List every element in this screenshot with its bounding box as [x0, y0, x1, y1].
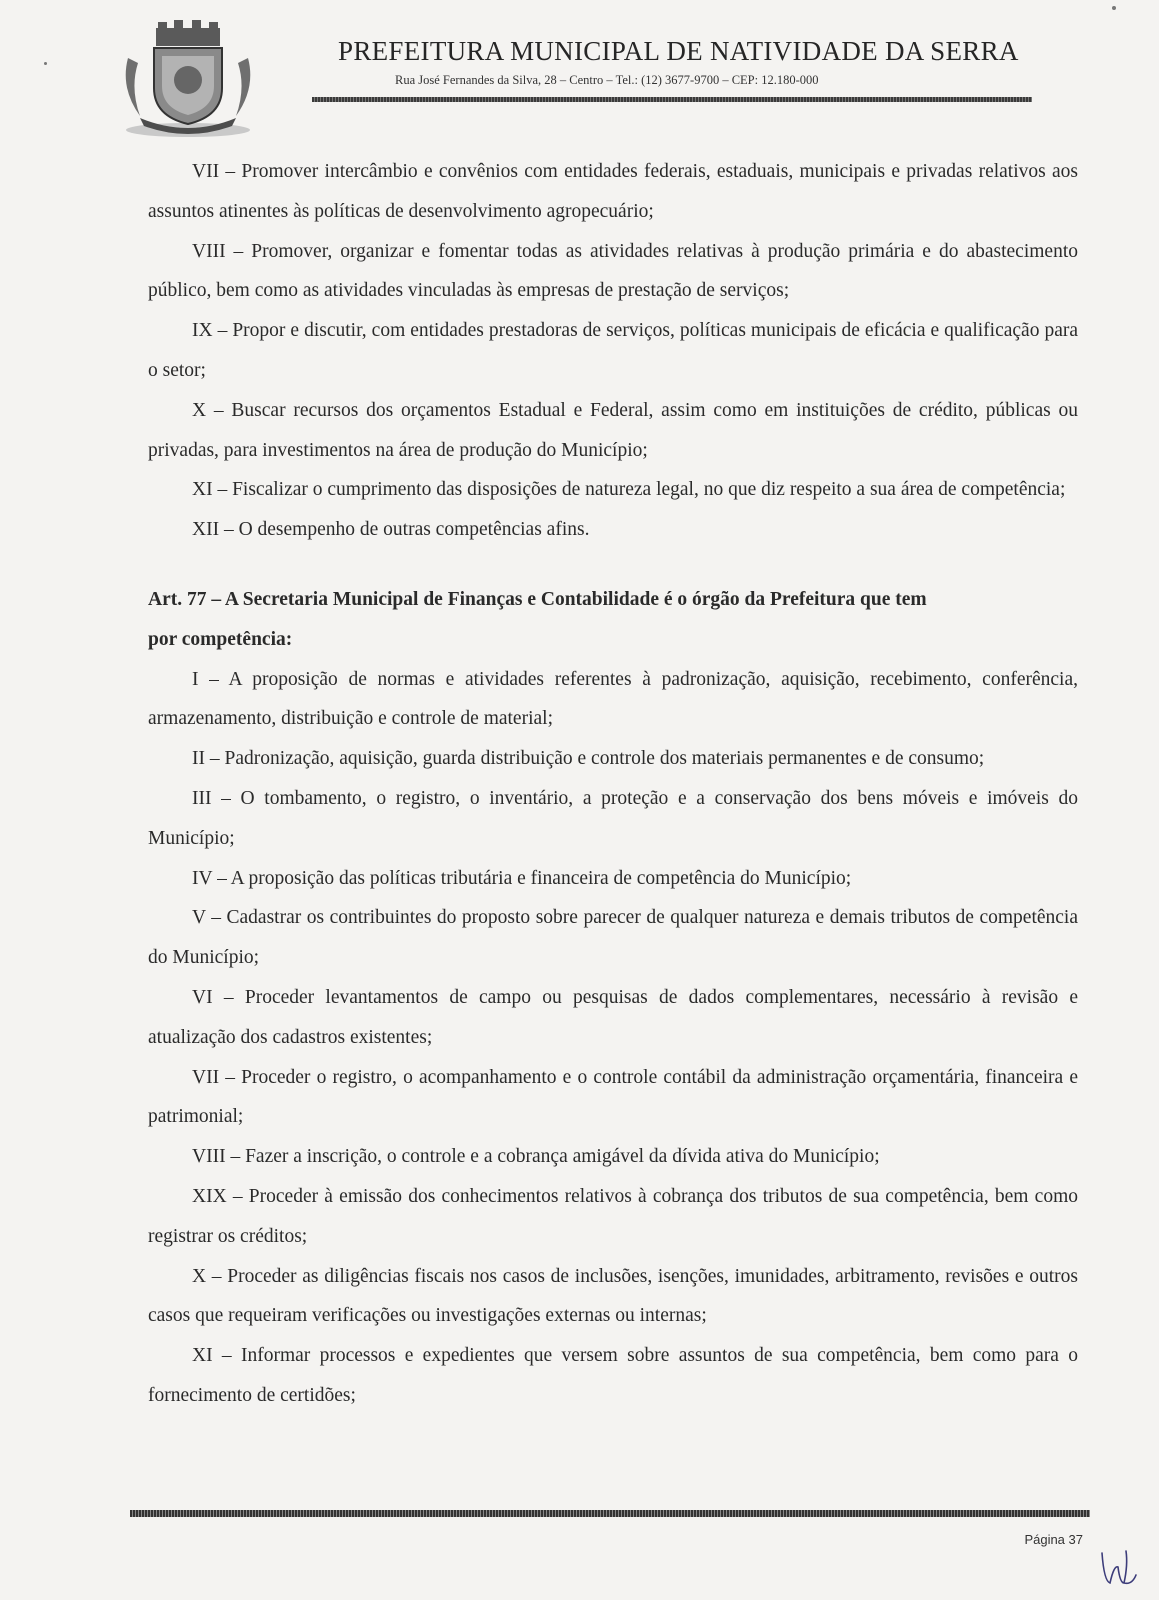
art77-item-vii: VII – Proceder o registro, o acompanhamento e o controle contábil da administração orçamentária, financeira e patrimonial; [148, 1066, 1078, 1128]
document-body [148, 152, 1078, 1416]
paragraph-viii: VIII – Promover, organizar e fomentar todas as atividades relativas à produção primária e do abastecimento público, bem como as atividades vinculadas às empresas de prestação de serviços; [148, 240, 1078, 302]
paragraph-x: X – Buscar recursos dos orçamentos Estadual e Federal, assim como em instituições de crédito, públicas ou privadas, para investimentos na área de produção do Município; [148, 399, 1078, 461]
art77-item-viii: VIII – Fazer a inscrição, o controle e a cobrança amigável da dívida ativa do Município; [192, 1146, 880, 1168]
art77-item-v: V – Cadastrar os contribuintes do proposto sobre parecer de qualquer natureza e demais tributos de competência do Município; [148, 907, 1078, 969]
handwritten-initials-icon [1098, 1545, 1138, 1589]
art77-item-xix: XIX – Proceder à emissão dos conhecimentos relativos à cobrança dos tributos de sua competência, bem como registrar os créditos; [148, 1185, 1078, 1247]
paragraph-xi: XI – Fiscalizar o cumprimento das disposições de natureza legal, no que diz respeito a sua área de competência; [192, 479, 1066, 501]
paragraph-vii: VII – Promover intercâmbio e convênios com entidades federais, estaduais, municipais e privadas relativos aos assuntos atinentes às políticas de desenvolvimento agropecuário; [148, 161, 1078, 222]
page-number: Página 37 [1024, 1532, 1083, 1547]
art77-item-i: I – A proposição de normas e atividades referentes à padronização, aquisição, recebimento, conferência, armazenamento, distribuição e controle de material; [148, 668, 1078, 730]
footer-divider [130, 1510, 1090, 1517]
article-77-heading [148, 580, 1078, 660]
municipal-coat-of-arms-icon [118, 18, 258, 138]
art77-item-ii: II – Padronização, aquisição, guarda distribuição e controle dos materiais permanentes e de consumo; [192, 748, 985, 770]
scan-speck [44, 62, 47, 65]
scan-speck [1112, 6, 1116, 10]
paragraph-ix: IX – Propor e discutir, com entidades prestadoras de serviços, políticas municipais de eficácia e qualificação para o setor; [148, 320, 1078, 381]
art77-item-xi: XI – Informar processos e expedientes que versem sobre assuntos de sua competência, bem como para o fornecimento de certidões; [148, 1345, 1078, 1406]
art77-item-iii: III – O tombamento, o registro, o inventário, a proteção e a conservação dos bens móveis e imóveis do Município; [148, 787, 1078, 849]
article-heading-line-2: por competência: [148, 628, 293, 650]
paragraph-xii: XII – O desempenho de outras competências afins. [192, 519, 590, 541]
header-divider [312, 97, 1032, 102]
article-heading-line-1: Art. 77 – A Secretaria Municipal de Finanças e Contabilidade é o órgão da Prefeitura que tem [148, 588, 927, 610]
header-address: Rua José Fernandes da Silva, 28 – Centro – Tel.: (12) 3677-9700 – CEP: 12.180-000 [395, 73, 819, 87]
art77-item-iv: IV – A proposição das políticas tributária e financeira de competência do Município; [192, 867, 852, 889]
art77-item-x: X – Proceder as diligências fiscais nos casos de inclusões, isenções, imunidades, arbitramento, revisões e outros casos que requeiram verificações ou investigações externas ou internas; [148, 1265, 1078, 1327]
header-title: PREFEITURA MUNICIPAL DE NATIVIDADE DA SERRA [338, 36, 1019, 66]
art77-item-vi: VI – Proceder levantamentos de campo ou pesquisas de dados complementares, necessário à revisão e atualização dos cadastros existentes; [148, 986, 1078, 1048]
